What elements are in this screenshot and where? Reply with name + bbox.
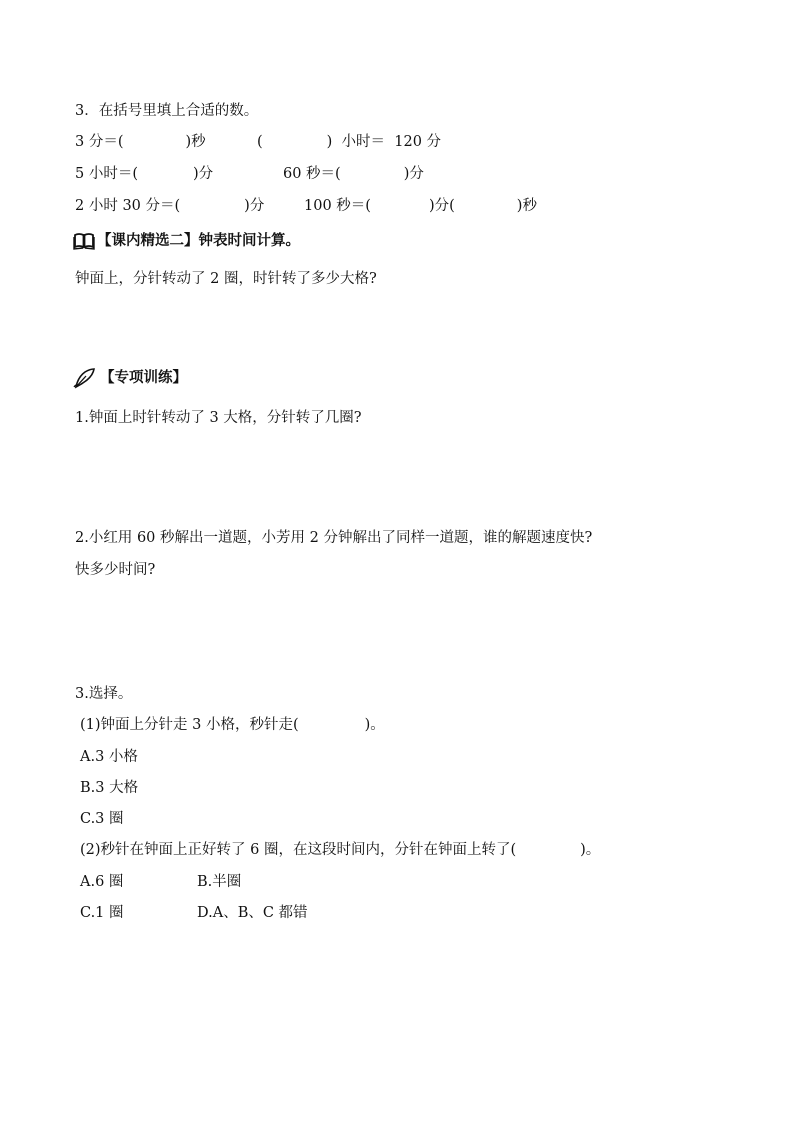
row-1b-suffix: ) 小时＝ 120 分 (326, 134, 442, 150)
question-2-line-1: 2.小红用 60 秒解出一道题，小芳用 2 分钟解出了同样一道题，谁的解题速度快? (75, 530, 593, 546)
row-2b-suffix: )分 (403, 166, 424, 182)
header-bracket-label: 【课内精选二】 (97, 233, 199, 249)
question-3-sub-1 (80, 715, 385, 735)
row-3b-middle: )分( (428, 198, 455, 214)
open-book-icon (73, 232, 95, 250)
blank-row-2b (283, 164, 424, 184)
option-1c[interactable]: C.3 圈 (80, 811, 124, 827)
blank-row-2a (75, 164, 213, 184)
feather-pen-icon (72, 367, 98, 389)
option-2b[interactable]: B.半圈 (197, 874, 242, 890)
row-3b-prefix: 100 秒＝( (304, 198, 371, 214)
row-2a-suffix: )分 (193, 166, 214, 182)
option-1b[interactable]: B.3 大格 (80, 780, 139, 796)
row-1b-prefix: ( (257, 134, 263, 150)
section-header-special-training (72, 367, 187, 389)
question-3-title: 3.选择。 (75, 686, 133, 702)
row-2b-prefix: 60 秒＝( (283, 166, 341, 182)
option-1a[interactable]: A.3 小格 (80, 749, 138, 765)
question-3-sub-2 (80, 840, 600, 860)
row-3a-prefix: 2 小时 30 分＝( (75, 198, 181, 214)
sub-2-prompt: (2)秒针在钟面上正好转了 6 圈，在这段时间内，分针在钟面上转了( (80, 842, 517, 858)
row-3b-suffix: )秒 (516, 198, 537, 214)
sub-1-prompt: (1)钟面上分针走 3 小格，秒针走( (80, 717, 299, 733)
blank-row-1b (257, 132, 441, 152)
sub-1-suffix: )。 (364, 717, 385, 733)
option-2d[interactable]: D.A、B、C 都错 (197, 905, 308, 921)
sub-2-suffix: )。 (580, 842, 601, 858)
blank-row-3a (75, 196, 264, 216)
header-title: 【专项训练】 (100, 370, 187, 386)
question-2-line-2: 快多少时间? (75, 562, 156, 578)
option-2a[interactable]: A.6 圈 (80, 874, 124, 890)
lesson-question: 钟面上，分针转动了 2 圈，时针转了多少大格? (75, 271, 377, 287)
blank-row-1a (75, 132, 206, 152)
row-1a-suffix: )秒 (185, 134, 206, 150)
section-3-title: 3．在括号里填上合适的数。 (75, 103, 259, 119)
blank-row-3b (304, 196, 537, 216)
row-2a-prefix: 5 小时＝( (75, 166, 138, 182)
row-3a-suffix: )分 (244, 198, 265, 214)
row-1a-prefix: 3 分＝( (75, 134, 124, 150)
option-2c[interactable]: C.1 圈 (80, 905, 124, 921)
question-1: 1.钟面上时针转动了 3 大格，分针转了几圈? (75, 410, 362, 426)
header-title: 钟表时间计算。 (198, 233, 300, 249)
section-header-lesson-selection (73, 231, 300, 251)
